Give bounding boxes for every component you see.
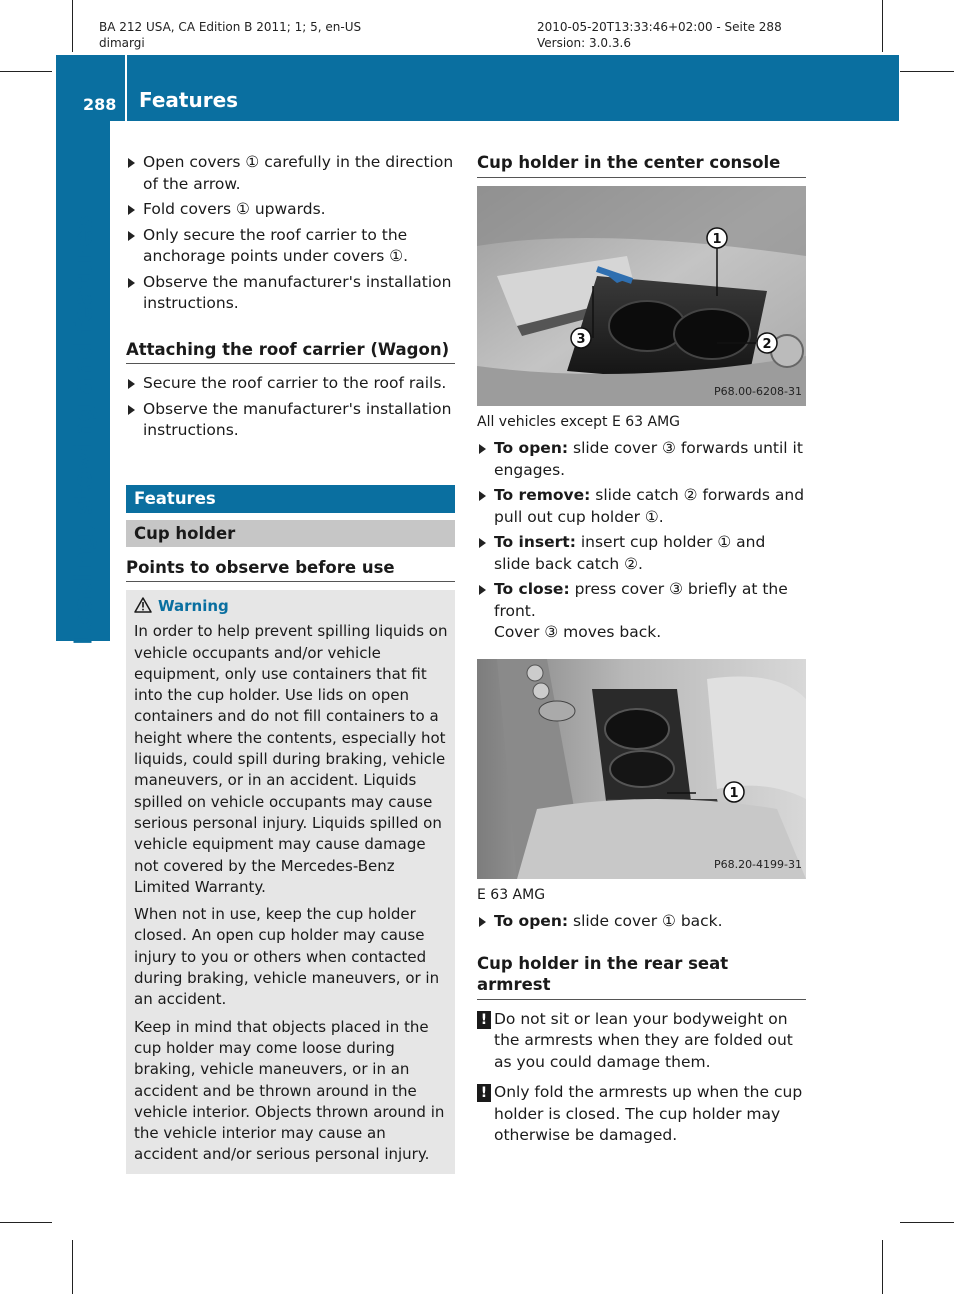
center-console-heading: Cup holder in the center console	[477, 152, 806, 178]
photo-code: P68.00-6208-31	[713, 385, 802, 398]
step-label: To remove:	[494, 486, 591, 504]
photo-code: P68.20-4199-31	[713, 858, 802, 871]
caution-note	[477, 1082, 806, 1147]
crop-mark	[0, 71, 52, 72]
callout-1-label: 1	[712, 231, 722, 247]
center-console-illustration	[477, 186, 806, 406]
print-meta-left	[99, 19, 361, 51]
points-heading: Points to observe before use	[126, 557, 455, 583]
warning-triangle-icon	[134, 597, 152, 613]
right-column	[477, 152, 806, 1156]
crop-mark	[0, 1222, 52, 1223]
amg-console-illustration	[477, 659, 806, 879]
crop-mark	[900, 71, 954, 72]
caution-icon: !	[477, 1011, 491, 1029]
amg-console-photo	[477, 659, 806, 879]
subsection-title-bar: Cup holder	[126, 520, 455, 547]
photo-caption: E 63 AMG	[477, 886, 546, 903]
section-title-bar: Features	[126, 485, 455, 513]
wagon-heading: Attaching the roof carrier (Wagon)	[126, 339, 455, 365]
crop-mark	[72, 1240, 73, 1294]
meta-edition: BA 212 USA, CA Edition B 2011; 1; 5, en-US	[99, 20, 362, 34]
meta-timestamp: 2010-05-20T13:33:46+02:00 - Seite 288	[537, 20, 782, 34]
warning-paragraph: When not in use, keep the cup holder closed. An open cup holder may cause injury to you or others when contacted during braking, vehicle maneuvers, or in an accident.	[134, 905, 440, 1009]
step-item	[477, 911, 806, 933]
crop-mark	[882, 0, 883, 52]
step-item: Observe the manufacturer's installation instructions.	[126, 272, 455, 315]
step-item: Secure the roof carrier to the roof rails.	[126, 373, 455, 395]
step-item: Only secure the roof carrier to the anchorage points under covers ①.	[126, 225, 455, 268]
header-divider	[125, 55, 127, 121]
crop-mark	[900, 1222, 954, 1223]
callout-1-marker	[707, 228, 727, 248]
warning-paragraph: Keep in mind that objects placed in the cup holder may come loose during braking, vehicle maneuvers, or in an accident and be thrown around in the vehicle interior. Objects thrown around in the vehicle interior may cause an accident and/or serious personal injury.	[134, 1017, 445, 1164]
callout-1-label: 1	[729, 785, 739, 801]
step-text: press cover ③ briefly at the front.	[494, 580, 788, 620]
meta-version: Version: 3.0.3.6	[537, 36, 631, 50]
note-text: Do not sit or lean your bodyweight on the armrests when they are folded out as you could damage them.	[494, 1009, 793, 1071]
step-item	[477, 532, 806, 575]
print-meta-right	[537, 19, 782, 51]
step-text: slide cover ③ forwards until it engages.	[494, 439, 803, 479]
warning-paragraph: In order to help prevent spilling liquids on vehicle occupants and/or vehicle equipment, only use containers that fit into the cup holder. Use lids on open containers and do not fill containers to a height where the contents, especially hot liquids, could spill during braking, vehicle maneuvers, or in an accident. Liquids spilled on vehicle occupants may cause serious personal injury. Liquids spilled on vehicle equipment may cause damage not covered by the Mercedes-Benz Limited Warranty.	[134, 622, 448, 896]
center-console-steps	[477, 438, 806, 644]
callout-2-label: 2	[762, 336, 772, 352]
chapter-label: Loading, stowing and features	[68, 214, 98, 646]
warning-title	[134, 596, 448, 617]
crop-mark	[882, 1240, 883, 1294]
page-number: 288	[83, 95, 117, 114]
step-item	[477, 438, 806, 481]
step-label: To close:	[494, 580, 570, 598]
rear-armrest-heading: Cup holder in the rear seat armrest	[477, 953, 806, 1000]
center-console-photo	[477, 186, 806, 406]
step-item: Observe the manufacturer's installation instructions.	[126, 399, 455, 442]
caution-note	[477, 1009, 806, 1074]
step-followup: Cover ③ moves back.	[494, 623, 662, 641]
step-label: To open:	[494, 439, 569, 457]
step-label: To open:	[494, 912, 569, 930]
warning-title-text: Warning	[158, 597, 229, 615]
callout-2-marker	[757, 333, 777, 353]
callout-3-label: 3	[576, 331, 586, 347]
note-text: Only fold the armrests up when the cup holder is closed. The cup holder may otherwise be damaged.	[494, 1083, 803, 1144]
crop-mark	[72, 0, 73, 52]
callout-1-marker	[724, 782, 744, 802]
step-label: To insert:	[494, 533, 576, 551]
page-title: Features	[139, 88, 239, 112]
step-item: Open covers ① carefully in the direction of the arrow.	[126, 152, 455, 195]
step-text: insert cup holder ① and slide back catch ②.	[494, 533, 766, 573]
warning-box	[126, 590, 455, 1174]
step-text: slide catch ② forwards and pull out cup holder ①.	[494, 486, 805, 526]
roof-carrier-steps	[126, 152, 455, 315]
callout-3-marker	[571, 328, 591, 348]
step-text: slide cover ① back.	[568, 912, 723, 930]
left-column	[126, 152, 455, 1174]
photo-caption: All vehicles except E 63 AMG	[477, 413, 681, 430]
caution-icon: !	[477, 1084, 491, 1102]
step-item: Fold covers ① upwards.	[126, 199, 455, 221]
wagon-steps	[126, 373, 455, 442]
step-item	[477, 579, 806, 622]
step-item	[477, 485, 806, 528]
meta-user: dimargi	[99, 36, 145, 50]
